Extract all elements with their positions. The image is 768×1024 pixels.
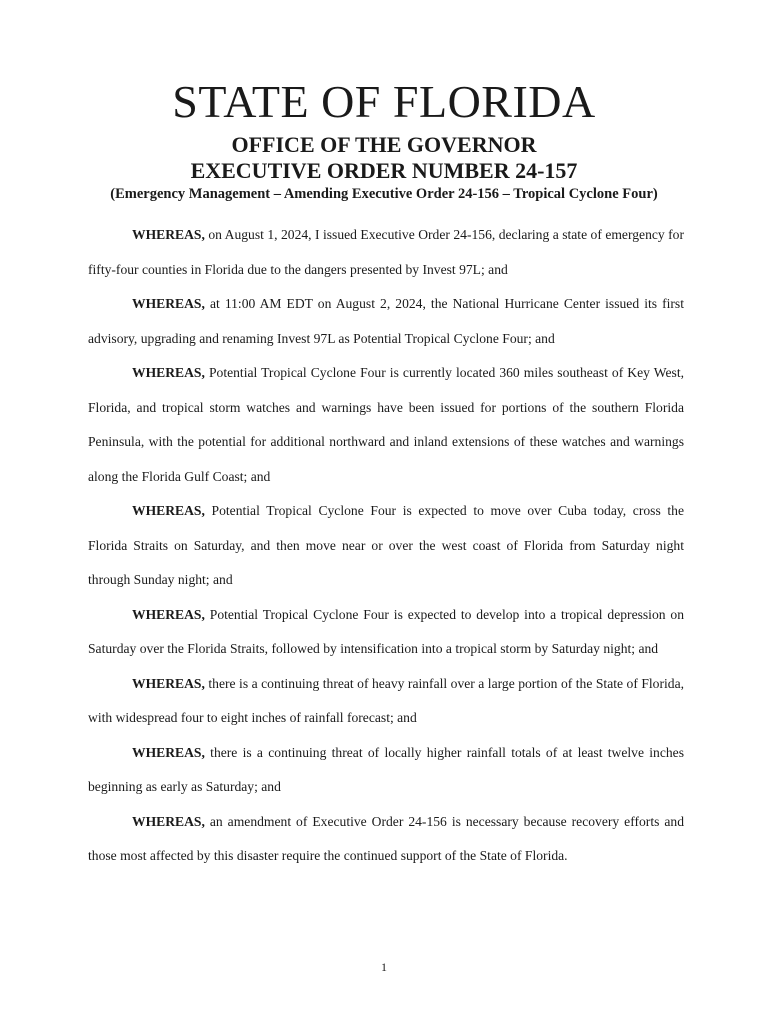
- whereas-lead: WHEREAS,: [132, 227, 205, 242]
- whereas-clause: [88, 598, 684, 667]
- whereas-clause: [88, 667, 684, 736]
- state-title: STATE OF FLORIDA: [172, 76, 596, 127]
- executive-order-number: EXECUTIVE ORDER NUMBER 24-157: [190, 158, 578, 183]
- order-subtitle: (Emergency Management – Amending Executive Order 24-156 – Tropical Cyclone Four): [110, 186, 658, 202]
- whereas-clause: [88, 805, 684, 874]
- whereas-text: on August 1, 2024, I issued Executive Order 24-156, declaring a state of emergency for fifty-four counties in Florida due to the dangers presented by Invest 97L; and: [88, 227, 684, 277]
- whereas-text: an amendment of Executive Order 24-156 is necessary because recovery efforts and those most affected by this disaster require the continued support of the State of Florida.: [88, 813, 684, 863]
- whereas-text: at 11:00 AM EDT on August 2, 2024, the National Hurricane Center issued its first advisory, upgrading and renaming Invest 97L as Potential Tropical Cyclone Four; and: [88, 296, 684, 346]
- whereas-lead: WHEREAS,: [132, 813, 205, 829]
- order-body: [88, 218, 684, 874]
- whereas-text: Potential Tropical Cyclone Four is expected to move over Cuba today, cross the Florida Straits on Saturday, and then move near or over the west coast of Florida from Saturday night through Sunday night; and: [88, 503, 684, 587]
- whereas-clause: [88, 287, 684, 356]
- whereas-clause: [88, 494, 684, 598]
- whereas-text: Potential Tropical Cyclone Four is currently located 360 miles southeast of Key West, Florida, and tropical storm watches and warnings have been issued for portions of the southern Florida Peninsula, with the potential for additional northward and inland extensions of these watches and warnings along the Florida Gulf Coast; and: [88, 365, 684, 484]
- whereas-text: Potential Tropical Cyclone Four is expected to develop into a tropical depression on Saturday over the Florida Straits, followed by intensification into a tropical storm by Saturday night; and: [88, 606, 684, 656]
- office-heading: OFFICE OF THE GOVERNOR: [231, 132, 537, 157]
- whereas-clause: [88, 356, 684, 494]
- whereas-lead: WHEREAS,: [132, 503, 205, 518]
- whereas-clause: [88, 218, 684, 287]
- whereas-clause: [88, 736, 684, 805]
- whereas-lead: WHEREAS,: [132, 296, 205, 311]
- whereas-lead: WHEREAS,: [132, 744, 205, 760]
- whereas-text: there is a continuing threat of heavy rainfall over a large portion of the State of Florida, with widespread four to eight inches of rainfall forecast; and: [88, 675, 684, 725]
- whereas-lead: WHEREAS,: [132, 365, 205, 380]
- whereas-lead: WHEREAS,: [132, 675, 205, 691]
- page-number: 1: [381, 960, 387, 974]
- whereas-lead: WHEREAS,: [132, 606, 205, 622]
- whereas-text: there is a continuing threat of locally higher rainfall totals of at least twelve inches beginning as early as Saturday; and: [88, 744, 684, 794]
